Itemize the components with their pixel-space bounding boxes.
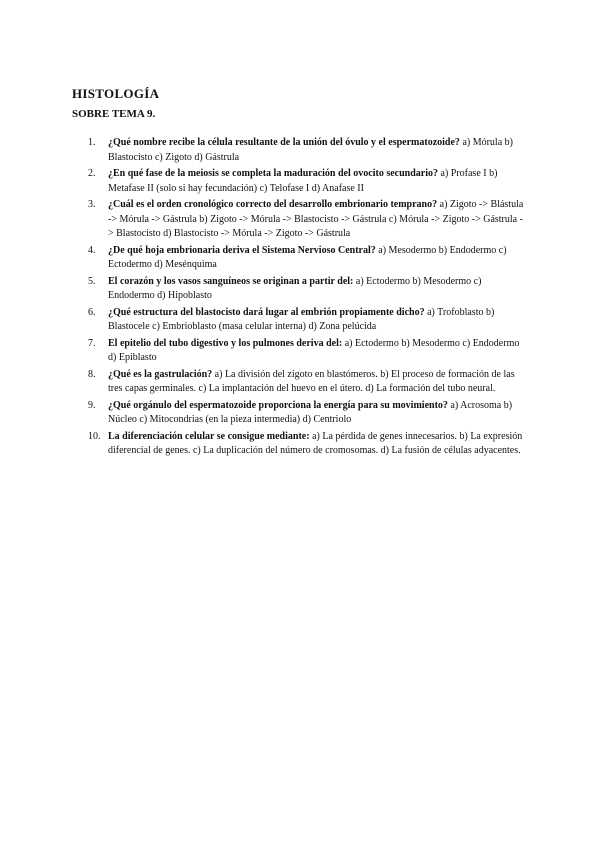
- question-text: ¿Qué orgánulo del espermatozoide proporciona la energía para su movimiento?: [108, 399, 448, 411]
- question-number: 5.: [88, 275, 96, 287]
- question-item: [88, 399, 528, 428]
- question-item: [88, 136, 528, 165]
- question-item: [88, 368, 528, 397]
- question-item: [88, 244, 528, 273]
- question-number: 1.: [88, 137, 96, 148]
- answer-options: a) La pérdida de genes innecesarios. b) La expresión diferencial de genes. c) La duplicación del número de cromosomas. d) La fusión de células adyacentes.: [108, 430, 523, 456]
- question-item: [88, 275, 528, 304]
- question-text: El corazón y los vasos sanguíneos se originan a partir del:: [108, 275, 354, 287]
- question-item: [88, 167, 528, 196]
- question-text: ¿Qué estructura del blastocisto dará lugar al embrión propiamente dicho?: [108, 306, 425, 318]
- question-text: ¿Cuál es el orden cronológico correcto del desarrollo embrionario temprano?: [108, 199, 438, 210]
- question-item: [88, 430, 528, 459]
- question-text: ¿En qué fase de la meiosis se completa la maduración del ovocito secundario?: [108, 168, 438, 179]
- question-number: 4.: [88, 244, 96, 256]
- question-number: 9.: [88, 399, 96, 411]
- page-subtitle: SOBRE TEMA 9.: [72, 108, 156, 120]
- answer-options: a) Trofoblasto b) Blastocele c) Embrioblasto (masa celular interna) d) Zona pelúcida: [108, 306, 495, 332]
- question-number: 7.: [88, 337, 96, 349]
- question-item: [88, 306, 528, 335]
- question-text: El epitelio del tubo digestivo y los pulmones deriva del:: [108, 337, 343, 349]
- question-number: 3.: [88, 199, 96, 210]
- question-number: 6.: [88, 306, 96, 318]
- page-title: HISTOLOGÍA: [72, 86, 160, 101]
- question-list: [88, 136, 528, 461]
- question-item: [88, 337, 528, 366]
- question-number: 8.: [88, 368, 96, 380]
- answer-options: a) Profase I b) Metafase II (solo si hay fecundación) c) Telofase I d) Anafase II: [108, 168, 498, 194]
- question-number: 2.: [88, 168, 96, 179]
- question-text: ¿De qué hoja embrionaria deriva el Sistema Nervioso Central?: [108, 244, 376, 256]
- answer-options: a) Ectodermo b) Mesodermo c) Endodermo d) Epiblasto: [108, 337, 520, 363]
- question-text: ¿Qué es la gastrulación?: [108, 368, 213, 380]
- answer-options: a) Ectodermo b) Mesodermo c) Endodermo d) Hipoblasto: [108, 275, 482, 301]
- answer-options: a) Mesodermo b) Endodermo c) Ectodermo d) Mesénquima: [108, 244, 507, 270]
- question-number: 10.: [88, 430, 101, 442]
- answer-options: a) Acrosoma b) Núcleo c) Mitocondrias (en la pieza intermedia) d) Centriolo: [108, 399, 513, 425]
- question-item: [88, 198, 528, 242]
- question-text: ¿Qué nombre recibe la célula resultante de la unión del óvulo y el espermatozoide?: [108, 137, 460, 148]
- answer-options: a) La división del zigoto en blastómeros. b) El proceso de formación de las tres capas germinales. c) La implantación del huevo en el útero. d) La formación del tubo neural.: [108, 368, 515, 394]
- answer-options: a) Zigoto -> Blástula -> Mórula -> Gástrula b) Zigoto -> Mórula -> Blastocisto -> Gástrula c) Mórula -> Zigoto -> Gástrula -> Blastocisto d) Blastocisto -> Mórula -> Zigoto -> Gástrula: [108, 199, 524, 239]
- question-text: La diferenciación celular se consigue mediante:: [108, 430, 310, 442]
- answer-options: a) Mórula b) Blastocisto c) Zigoto d) Gástrula: [108, 137, 513, 163]
